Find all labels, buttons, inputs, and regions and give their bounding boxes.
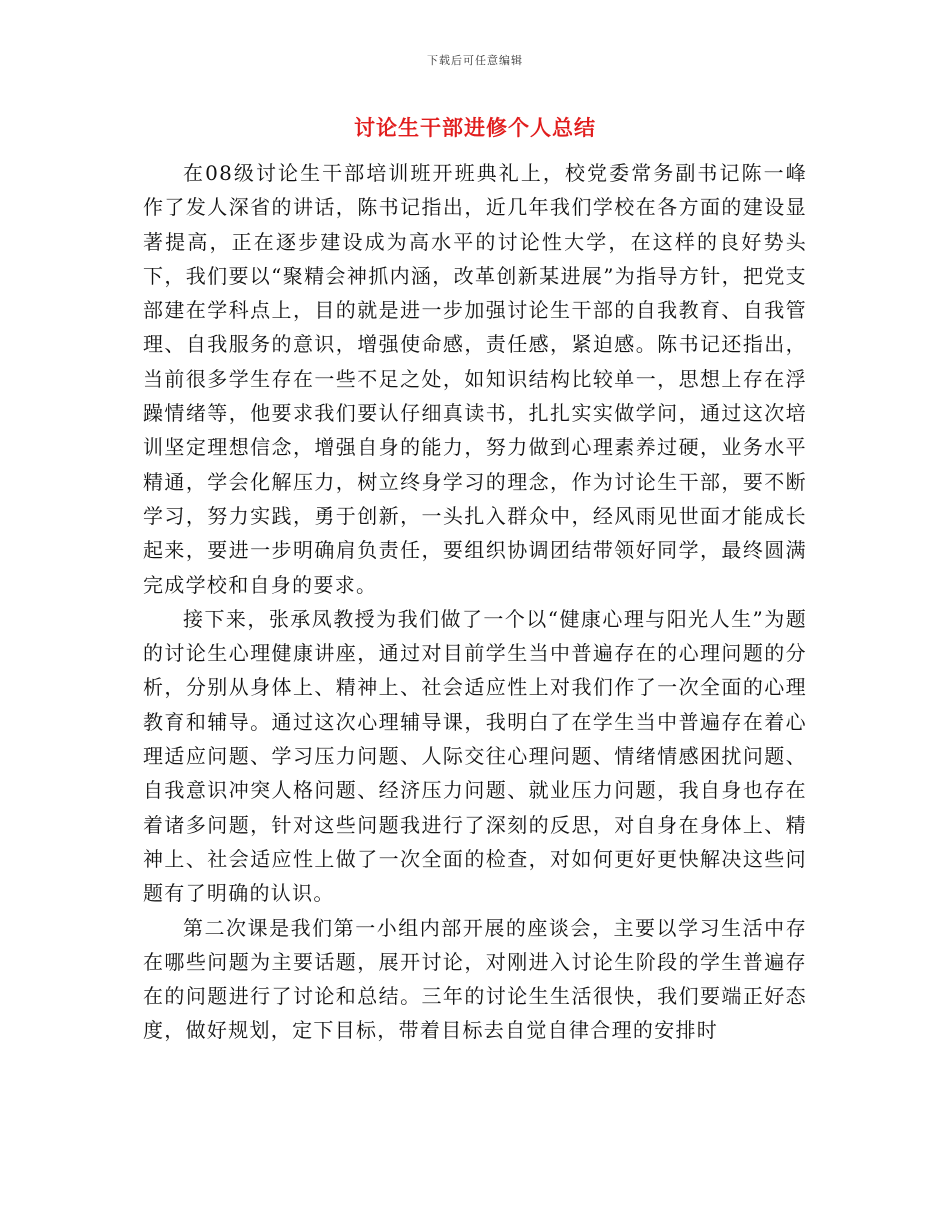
paragraph-1: 在08级讨论生干部培训班开班典礼上，校党委常务副书记陈一峰作了发人深省的讲话，陈书记指出，近几年我们学校在各方面的建设显著提高，正在逐步建设成为高水平的讨论性大学，在这样的良好势头下，我们要以“聚精会神抓内涵，改革创新某进展”为指导方针，把党支部建在学科点上，目的就是进一步加强讨论生干部的自我教育、自我管理、自我服务的意识，增强使命感，责任感，紧迫感。陈书记还指出，当前很多学生存在一些不足之处，如知识结构比较单一，思想上存在浮躁情绪等，他要求我们要认仔细真读书，扎扎实实做学问，通过这次培训坚定理想信念，增强自身的能力，努力做到心理素养过硬，业务水平精通，学会化解压力，树立终身学习的理念，作为讨论生干部，要不断学习，努力实践，勇于创新，一头扎入群众中，经风雨见世面才能成长起来，要进一步明确肩负责任，要组织协调团结带领好同学，最终圆满完成学校和自身的要求。 xyxy=(143,161,807,597)
page-header-note: 下载后可任意编辑 xyxy=(427,54,523,67)
paragraph-3: 第二次课是我们第一小组内部开展的座谈会，主要以学习生活中存在哪些问题为主要话题，展开讨论，对刚进入讨论生阶段的学生普遍存在的问题进行了讨论和总结。三年的讨论生生活很快，我们要端正好态度，做好规划，定下目标，带着目标去自觉自律合理的安排时 xyxy=(143,915,807,1043)
paragraph-2: 接下来，张承凤教授为我们做了一个以“健康心理与阳光人生”为题的讨论生心理健康讲座，通过对目前学生当中普遍存在的心理问题的分析，分别从身体上、精神上、社会适应性上对我们作了一次全面的心理教育和辅导。通过这次心理辅导课，我明白了在学生当中普遍存在着心理适应问题、学习压力问题、人际交往心理问题、情绪情感困扰问题、自我意识冲突人格问题、经济压力问题、就业压力问题，我自身也存在着诸多问题，针对这些问题我进行了深刻的反思，对自身在身体上、精神上、社会适应性上做了一次全面的检查，对如何更好更快解决这些问题有了明确的认识。 xyxy=(143,606,807,906)
document-title: 讨论生干部进修个人总结 xyxy=(354,116,596,140)
document-body xyxy=(143,156,807,1048)
